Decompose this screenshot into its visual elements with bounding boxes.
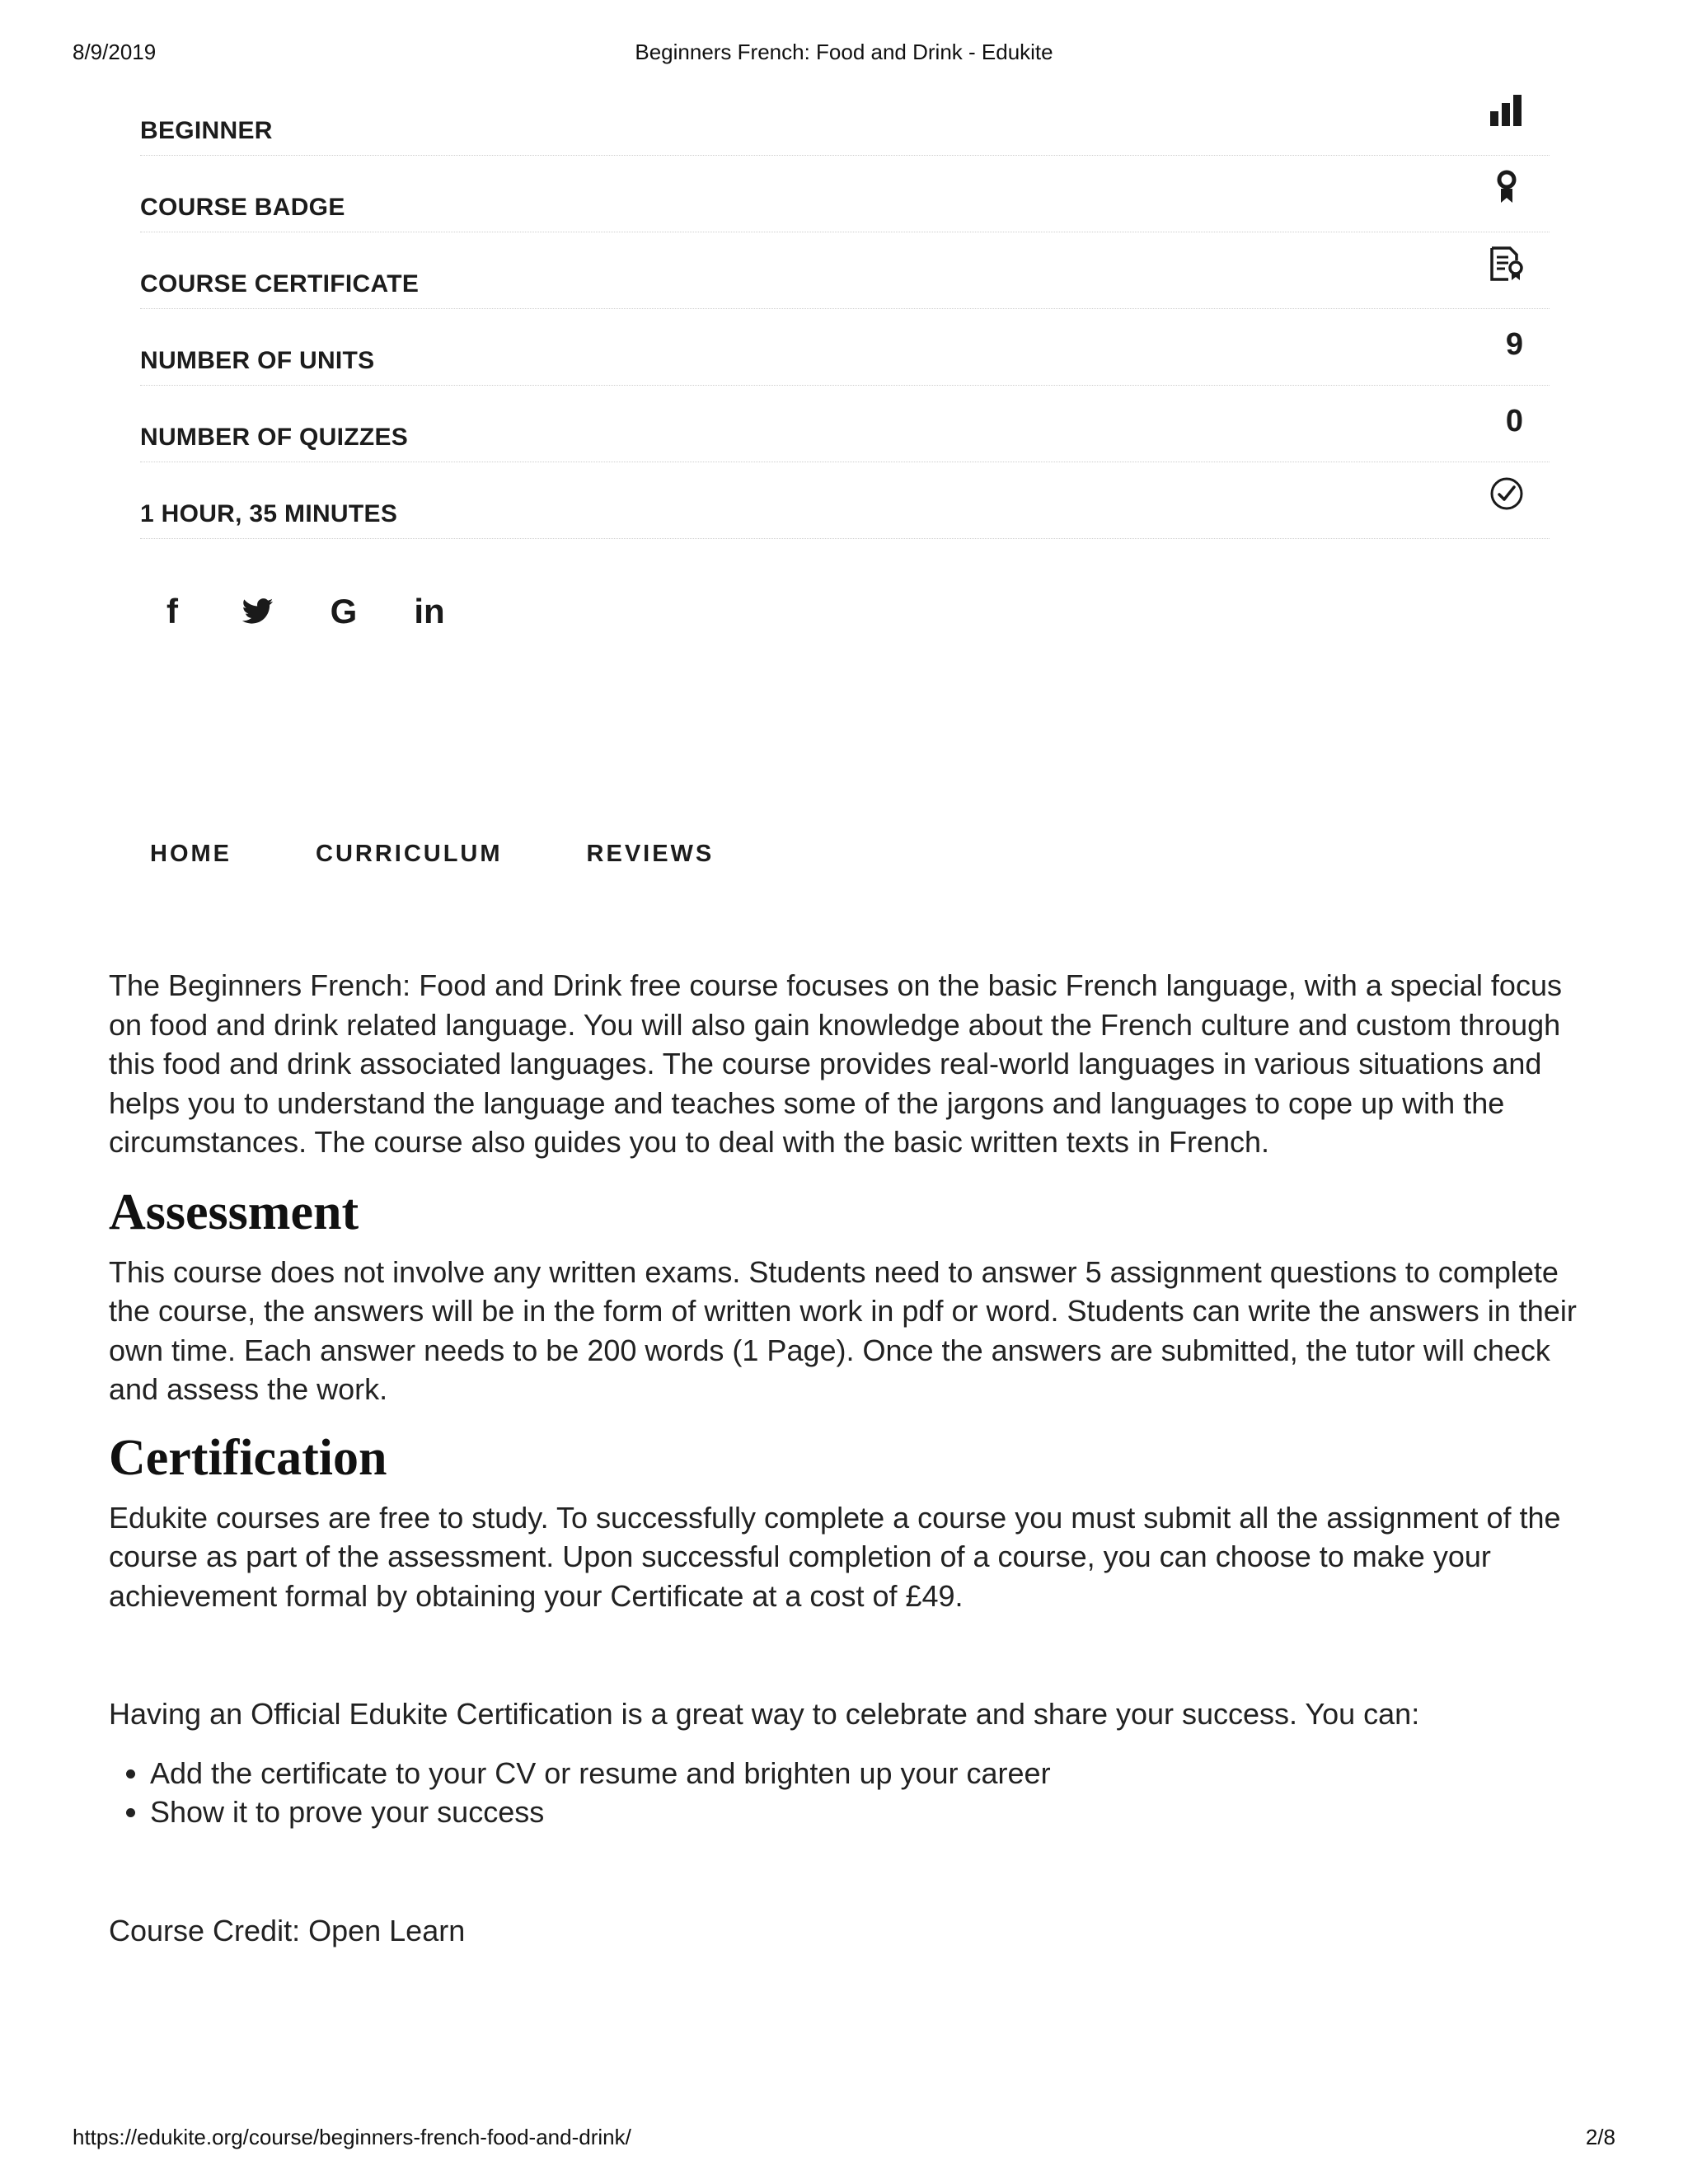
info-row-badge [140,156,1550,232]
certificate-icon [1487,244,1526,284]
assessment-heading: Assessment [109,1183,359,1240]
info-row-units [140,309,1550,386]
intro-paragraph: The Beginners French: Food and Drink free course focuses on the basic French language, with a special focus on food and drink related language. You will also gain knowledge about the French culture and custom through this food and drink associated languages. The course provides real-world languages in various situations and helps you to understand the language and teaches some of the jargons and languages to cope up with the circumstances. The course also guides you to deal with the basic written texts in French. [109,968,1562,1159]
units-label: NUMBER OF UNITS [140,347,375,374]
page-url: https://edukite.org/course/beginners-french-food-and-drink/ [73,2125,631,2149]
benefits-list [109,1754,1584,1832]
certification-heading: Certification [109,1429,387,1486]
level-bars-icon [1487,91,1526,130]
social-share [150,587,452,636]
print-title: Beginners French: Food and Drink - Edukite [635,40,1053,64]
facebook-icon[interactable]: f [166,592,178,630]
course-tabs [150,841,714,868]
page-number: 2/8 [1585,2125,1615,2149]
tab-home[interactable]: HOME [150,841,232,867]
course-info-table [140,79,1550,539]
google-icon[interactable]: G [330,592,358,630]
info-row-duration [140,462,1550,539]
level-label: BEGINNER [140,117,273,144]
twitter-icon[interactable] [236,589,280,634]
course-credit: Course Credit: Open Learn [109,1913,466,1947]
quizzes-count: 0 [1505,404,1523,438]
tab-curriculum[interactable]: CURRICULUM [316,841,503,867]
certification-paragraph: Edukite courses are free to study. To successfully complete a course you must submit all the assignment of the course as part of the assessment. Upon successful completion of a course, you can choose to make your achievement formal by obtaining your Certificate at a cost of £49. [109,1500,1561,1613]
print-date: 8/9/2019 [73,40,157,64]
linkedin-icon[interactable]: in [414,592,445,630]
duration-label: 1 HOUR, 35 MINUTES [140,500,398,527]
list-item: • Add the certificate to your CV or resume and brighten up your career [150,1754,1584,1793]
course-description [109,966,1584,1950]
badge-label: COURSE BADGE [140,194,345,221]
info-row-quizzes [140,386,1550,462]
print-header [73,40,1615,69]
badge-icon [1487,167,1526,207]
units-count: 9 [1505,327,1523,362]
assessment-paragraph: This course does not involve any written exams. Students need to answer 5 assignment questions to complete the course, the answers will be in the form of written work in pdf or word. Students can write the answers in their own time. Each answer needs to be 200 words (1 Page). Once the answers are submitted, the tutor will check and assess the work. [109,1254,1577,1406]
certificate-label: COURSE CERTIFICATE [140,270,420,298]
clock-check-icon [1487,474,1526,513]
print-footer [73,2125,1615,2150]
list-item: • Show it to prove your success [150,1793,1584,1832]
info-row-level [140,79,1550,156]
info-row-certificate [140,232,1550,309]
quizzes-label: NUMBER OF QUIZZES [140,424,409,451]
celebrate-paragraph: Having an Official Edukite Certification is a great way to celebrate and share your success. You can: [109,1697,1420,1731]
tab-reviews[interactable]: REVIEWS [586,841,715,867]
